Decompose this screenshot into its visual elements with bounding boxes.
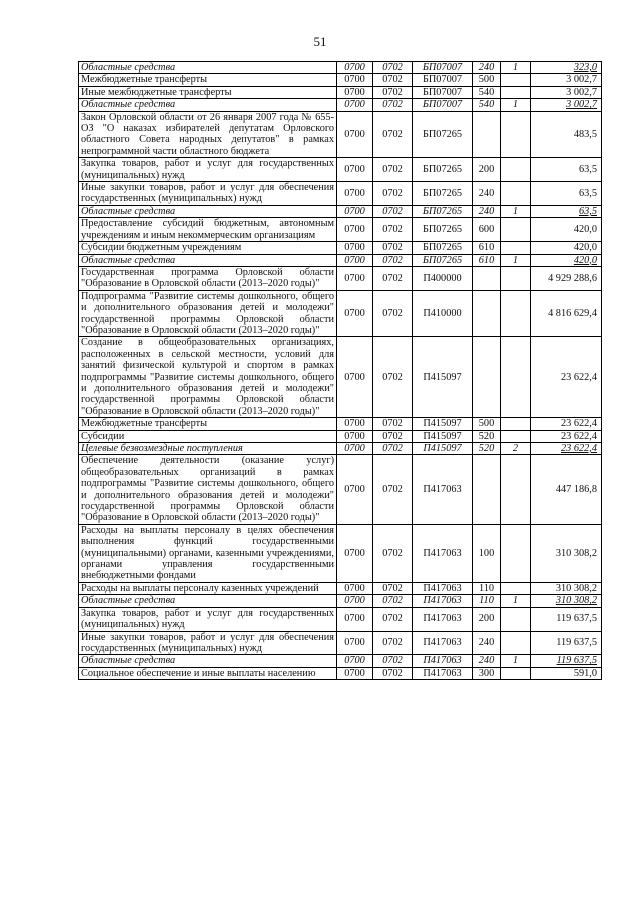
amount: 420,0: [531, 242, 602, 254]
funding-source-code: [501, 607, 531, 631]
row-name: Областные средства: [79, 205, 337, 217]
table-row: [79, 337, 602, 418]
row-name: Иные межбюджетные трансферты: [79, 86, 337, 98]
subsection-code: 0702: [373, 443, 413, 455]
row-name: Предоставление субсидий бюджетным, автономным учреждениям и иным некоммерческим организациям: [79, 218, 337, 242]
funding-source-code: [501, 418, 531, 430]
expense-type-code: 110: [473, 582, 501, 594]
section-code: 0700: [337, 524, 373, 582]
table-row: [79, 218, 602, 242]
amount: 3 002,7: [531, 99, 602, 111]
amount: 119 637,5: [531, 655, 602, 667]
row-name: Иные закупки товаров, работ и услуг для обеспечения государственных (муниципальных) нужд: [79, 182, 337, 206]
table-row: [79, 418, 602, 430]
section-code: 0700: [337, 242, 373, 254]
table-row: [79, 158, 602, 182]
row-name: Областные средства: [79, 62, 337, 74]
amount: 310 308,2: [531, 524, 602, 582]
row-name: Государственная программа Орловской области "Образование в Орловской области (2013–2020 годы)": [79, 266, 337, 290]
section-code: 0700: [337, 86, 373, 98]
amount: 63,5: [531, 158, 602, 182]
row-name: Социальное обеспечение и иные выплаты населению: [79, 667, 337, 679]
amount: 3 002,7: [531, 86, 602, 98]
funding-source-code: [501, 266, 531, 290]
table-row: [79, 595, 602, 607]
funding-source-code: [501, 74, 531, 86]
funding-source-code: [501, 86, 531, 98]
section-code: 0700: [337, 337, 373, 418]
section-code: 0700: [337, 218, 373, 242]
amount: 63,5: [531, 182, 602, 206]
funding-source-code: 1: [501, 99, 531, 111]
target-article-code: П417063: [413, 607, 473, 631]
funding-source-code: [501, 631, 531, 655]
expense-type-code: 610: [473, 254, 501, 266]
subsection-code: 0702: [373, 74, 413, 86]
expense-type-code: 240: [473, 631, 501, 655]
expense-type-code: 240: [473, 62, 501, 74]
subsection-code: 0702: [373, 218, 413, 242]
target-article-code: БП07007: [413, 62, 473, 74]
target-article-code: П400000: [413, 266, 473, 290]
subsection-code: 0702: [373, 111, 413, 158]
amount: 119 637,5: [531, 631, 602, 655]
subsection-code: 0702: [373, 254, 413, 266]
subsection-code: 0702: [373, 337, 413, 418]
table-row: [79, 443, 602, 455]
row-name: Создание в общеобразовательных организациях, расположенных в сельской местности, условий для занятий физической культурой и спортом в рамках подпрограммы "Развитие системы дошкольного, общего и дополнительного образования детей и молодежи" государственной программы Орловской области "Образование в Орловской области (2013–2020 годы)": [79, 337, 337, 418]
expense-type-code: 610: [473, 242, 501, 254]
subsection-code: 0702: [373, 99, 413, 111]
subsection-code: 0702: [373, 582, 413, 594]
section-code: 0700: [337, 99, 373, 111]
subsection-code: 0702: [373, 158, 413, 182]
funding-source-code: 1: [501, 254, 531, 266]
table-row: [79, 524, 602, 582]
section-code: 0700: [337, 655, 373, 667]
table-row: [79, 667, 602, 679]
amount: 23 622,4: [531, 430, 602, 442]
budget-table: [78, 61, 602, 680]
expense-type-code: 110: [473, 595, 501, 607]
expense-type-code: [473, 111, 501, 158]
target-article-code: П410000: [413, 290, 473, 337]
section-code: 0700: [337, 111, 373, 158]
target-article-code: БП07265: [413, 182, 473, 206]
target-article-code: БП07265: [413, 205, 473, 217]
expense-type-code: 500: [473, 74, 501, 86]
funding-source-code: [501, 430, 531, 442]
table-row: [79, 430, 602, 442]
row-name: Расходы на выплаты персоналу казенных учреждений: [79, 582, 337, 594]
table-row: [79, 182, 602, 206]
expense-type-code: [473, 266, 501, 290]
row-name: Подпрограмма "Развитие системы дошкольного, общего и дополнительного образования детей и молодежи" государственной программы Орловской области "Образование в Орловской области (2013–2020 годы)": [79, 290, 337, 337]
funding-source-code: [501, 455, 531, 524]
row-name: Закон Орловской области от 26 января 2007 года № 655-ОЗ "О наказах избирателей депутатам Орловского областного Совета народных депутатов" в рамках непрограммной части областного бюджета: [79, 111, 337, 158]
section-code: 0700: [337, 443, 373, 455]
target-article-code: П417063: [413, 655, 473, 667]
target-article-code: БП07007: [413, 99, 473, 111]
target-article-code: П417063: [413, 582, 473, 594]
section-code: 0700: [337, 631, 373, 655]
amount: 4 816 629,4: [531, 290, 602, 337]
section-code: 0700: [337, 667, 373, 679]
expense-type-code: [473, 455, 501, 524]
funding-source-code: [501, 667, 531, 679]
subsection-code: 0702: [373, 430, 413, 442]
amount: 420,0: [531, 218, 602, 242]
funding-source-code: [501, 218, 531, 242]
target-article-code: БП07265: [413, 218, 473, 242]
target-article-code: БП07265: [413, 254, 473, 266]
section-code: 0700: [337, 254, 373, 266]
section-code: 0700: [337, 62, 373, 74]
funding-source-code: [501, 582, 531, 594]
table-row: [79, 607, 602, 631]
funding-source-code: [501, 182, 531, 206]
subsection-code: 0702: [373, 266, 413, 290]
section-code: 0700: [337, 290, 373, 337]
target-article-code: П415097: [413, 418, 473, 430]
section-code: 0700: [337, 266, 373, 290]
subsection-code: 0702: [373, 182, 413, 206]
row-name: Субсидии бюджетным учреждениям: [79, 242, 337, 254]
expense-type-code: 500: [473, 418, 501, 430]
amount: 23 622,4: [531, 418, 602, 430]
section-code: 0700: [337, 182, 373, 206]
page-number: 51: [313, 34, 327, 49]
subsection-code: 0702: [373, 418, 413, 430]
row-name: Межбюджетные трансферты: [79, 74, 337, 86]
target-article-code: П417063: [413, 595, 473, 607]
expense-type-code: [473, 290, 501, 337]
funding-source-code: [501, 158, 531, 182]
expense-type-code: 300: [473, 667, 501, 679]
row-name: Областные средства: [79, 99, 337, 111]
row-name: Расходы на выплаты персоналу в целях обеспечения выполнения функций государственными (муниципальными) органами, казенными учреждениями, органами управления государственными внебюджетными фондами: [79, 524, 337, 582]
section-code: 0700: [337, 430, 373, 442]
funding-source-code: 2: [501, 443, 531, 455]
funding-source-code: [501, 111, 531, 158]
amount: 4 929 288,6: [531, 266, 602, 290]
funding-source-code: 1: [501, 595, 531, 607]
amount: 119 637,5: [531, 607, 602, 631]
amount: 23 622,4: [531, 443, 602, 455]
section-code: 0700: [337, 582, 373, 594]
subsection-code: 0702: [373, 595, 413, 607]
subsection-code: 0702: [373, 86, 413, 98]
row-name: Обеспечение деятельности (оказание услуг) общеобразовательных организаций в рамках подпрограммы "Развитие системы дошкольного, общего и дополнительного образования детей и молодежи" государственной программы Орловской области "Образование в Орловской области (2013–2020 годы)": [79, 455, 337, 524]
subsection-code: 0702: [373, 631, 413, 655]
expense-type-code: 540: [473, 99, 501, 111]
target-article-code: П417063: [413, 667, 473, 679]
expense-type-code: 200: [473, 607, 501, 631]
target-article-code: БП07265: [413, 242, 473, 254]
table-row: [79, 242, 602, 254]
target-article-code: П415097: [413, 430, 473, 442]
table-row: [79, 631, 602, 655]
amount: 310 308,2: [531, 582, 602, 594]
section-code: 0700: [337, 205, 373, 217]
target-article-code: П417063: [413, 631, 473, 655]
funding-source-code: 1: [501, 205, 531, 217]
subsection-code: 0702: [373, 607, 413, 631]
amount: 3 002,7: [531, 74, 602, 86]
expense-type-code: 240: [473, 182, 501, 206]
section-code: 0700: [337, 455, 373, 524]
target-article-code: БП07007: [413, 74, 473, 86]
funding-source-code: 1: [501, 655, 531, 667]
row-name: Иные закупки товаров, работ и услуг для обеспечения государственных (муниципальных) нужд: [79, 631, 337, 655]
row-name: Закупка товаров, работ и услуг для государственных (муниципальных) нужд: [79, 158, 337, 182]
subsection-code: 0702: [373, 290, 413, 337]
target-article-code: П417063: [413, 455, 473, 524]
target-article-code: П415097: [413, 443, 473, 455]
row-name: Целевые безвозмездные поступления: [79, 443, 337, 455]
section-code: 0700: [337, 595, 373, 607]
section-code: 0700: [337, 74, 373, 86]
table-row: [79, 266, 602, 290]
row-name: Субсидии: [79, 430, 337, 442]
row-name: Закупка товаров, работ и услуг для государственных (муниципальных) нужд: [79, 607, 337, 631]
expense-type-code: 520: [473, 443, 501, 455]
amount: 63,5: [531, 205, 602, 217]
subsection-code: 0702: [373, 455, 413, 524]
row-name: Областные средства: [79, 595, 337, 607]
subsection-code: 0702: [373, 62, 413, 74]
section-code: 0700: [337, 418, 373, 430]
expense-type-code: 600: [473, 218, 501, 242]
funding-source-code: [501, 242, 531, 254]
expense-type-code: [473, 337, 501, 418]
amount: 591,0: [531, 667, 602, 679]
table-row: [79, 111, 602, 158]
subsection-code: 0702: [373, 205, 413, 217]
table-row: [79, 455, 602, 524]
amount: 23 622,4: [531, 337, 602, 418]
table-body: [79, 62, 602, 680]
target-article-code: П415097: [413, 337, 473, 418]
section-code: 0700: [337, 158, 373, 182]
funding-source-code: [501, 524, 531, 582]
subsection-code: 0702: [373, 655, 413, 667]
table-row: [79, 205, 602, 217]
target-article-code: БП07265: [413, 111, 473, 158]
amount: 447 186,8: [531, 455, 602, 524]
amount: 323,0: [531, 62, 602, 74]
target-article-code: БП07007: [413, 86, 473, 98]
expense-type-code: 100: [473, 524, 501, 582]
row-name: Областные средства: [79, 655, 337, 667]
table-row: [79, 655, 602, 667]
table-row: [79, 62, 602, 74]
section-code: 0700: [337, 607, 373, 631]
expense-type-code: 520: [473, 430, 501, 442]
expense-type-code: 200: [473, 158, 501, 182]
funding-source-code: [501, 290, 531, 337]
expense-type-code: 240: [473, 655, 501, 667]
row-name: Областные средства: [79, 254, 337, 266]
row-name: Межбюджетные трансферты: [79, 418, 337, 430]
funding-source-code: [501, 337, 531, 418]
table-row: [79, 582, 602, 594]
amount: 310 308,2: [531, 595, 602, 607]
table-row: [79, 254, 602, 266]
funding-source-code: 1: [501, 62, 531, 74]
amount: 483,5: [531, 111, 602, 158]
table-row: [79, 74, 602, 86]
target-article-code: БП07265: [413, 158, 473, 182]
expense-type-code: 240: [473, 205, 501, 217]
subsection-code: 0702: [373, 667, 413, 679]
expense-type-code: 540: [473, 86, 501, 98]
subsection-code: 0702: [373, 524, 413, 582]
table-row: [79, 99, 602, 111]
amount: 420,0: [531, 254, 602, 266]
table-row: [79, 290, 602, 337]
subsection-code: 0702: [373, 242, 413, 254]
target-article-code: П417063: [413, 524, 473, 582]
table-row: [79, 86, 602, 98]
